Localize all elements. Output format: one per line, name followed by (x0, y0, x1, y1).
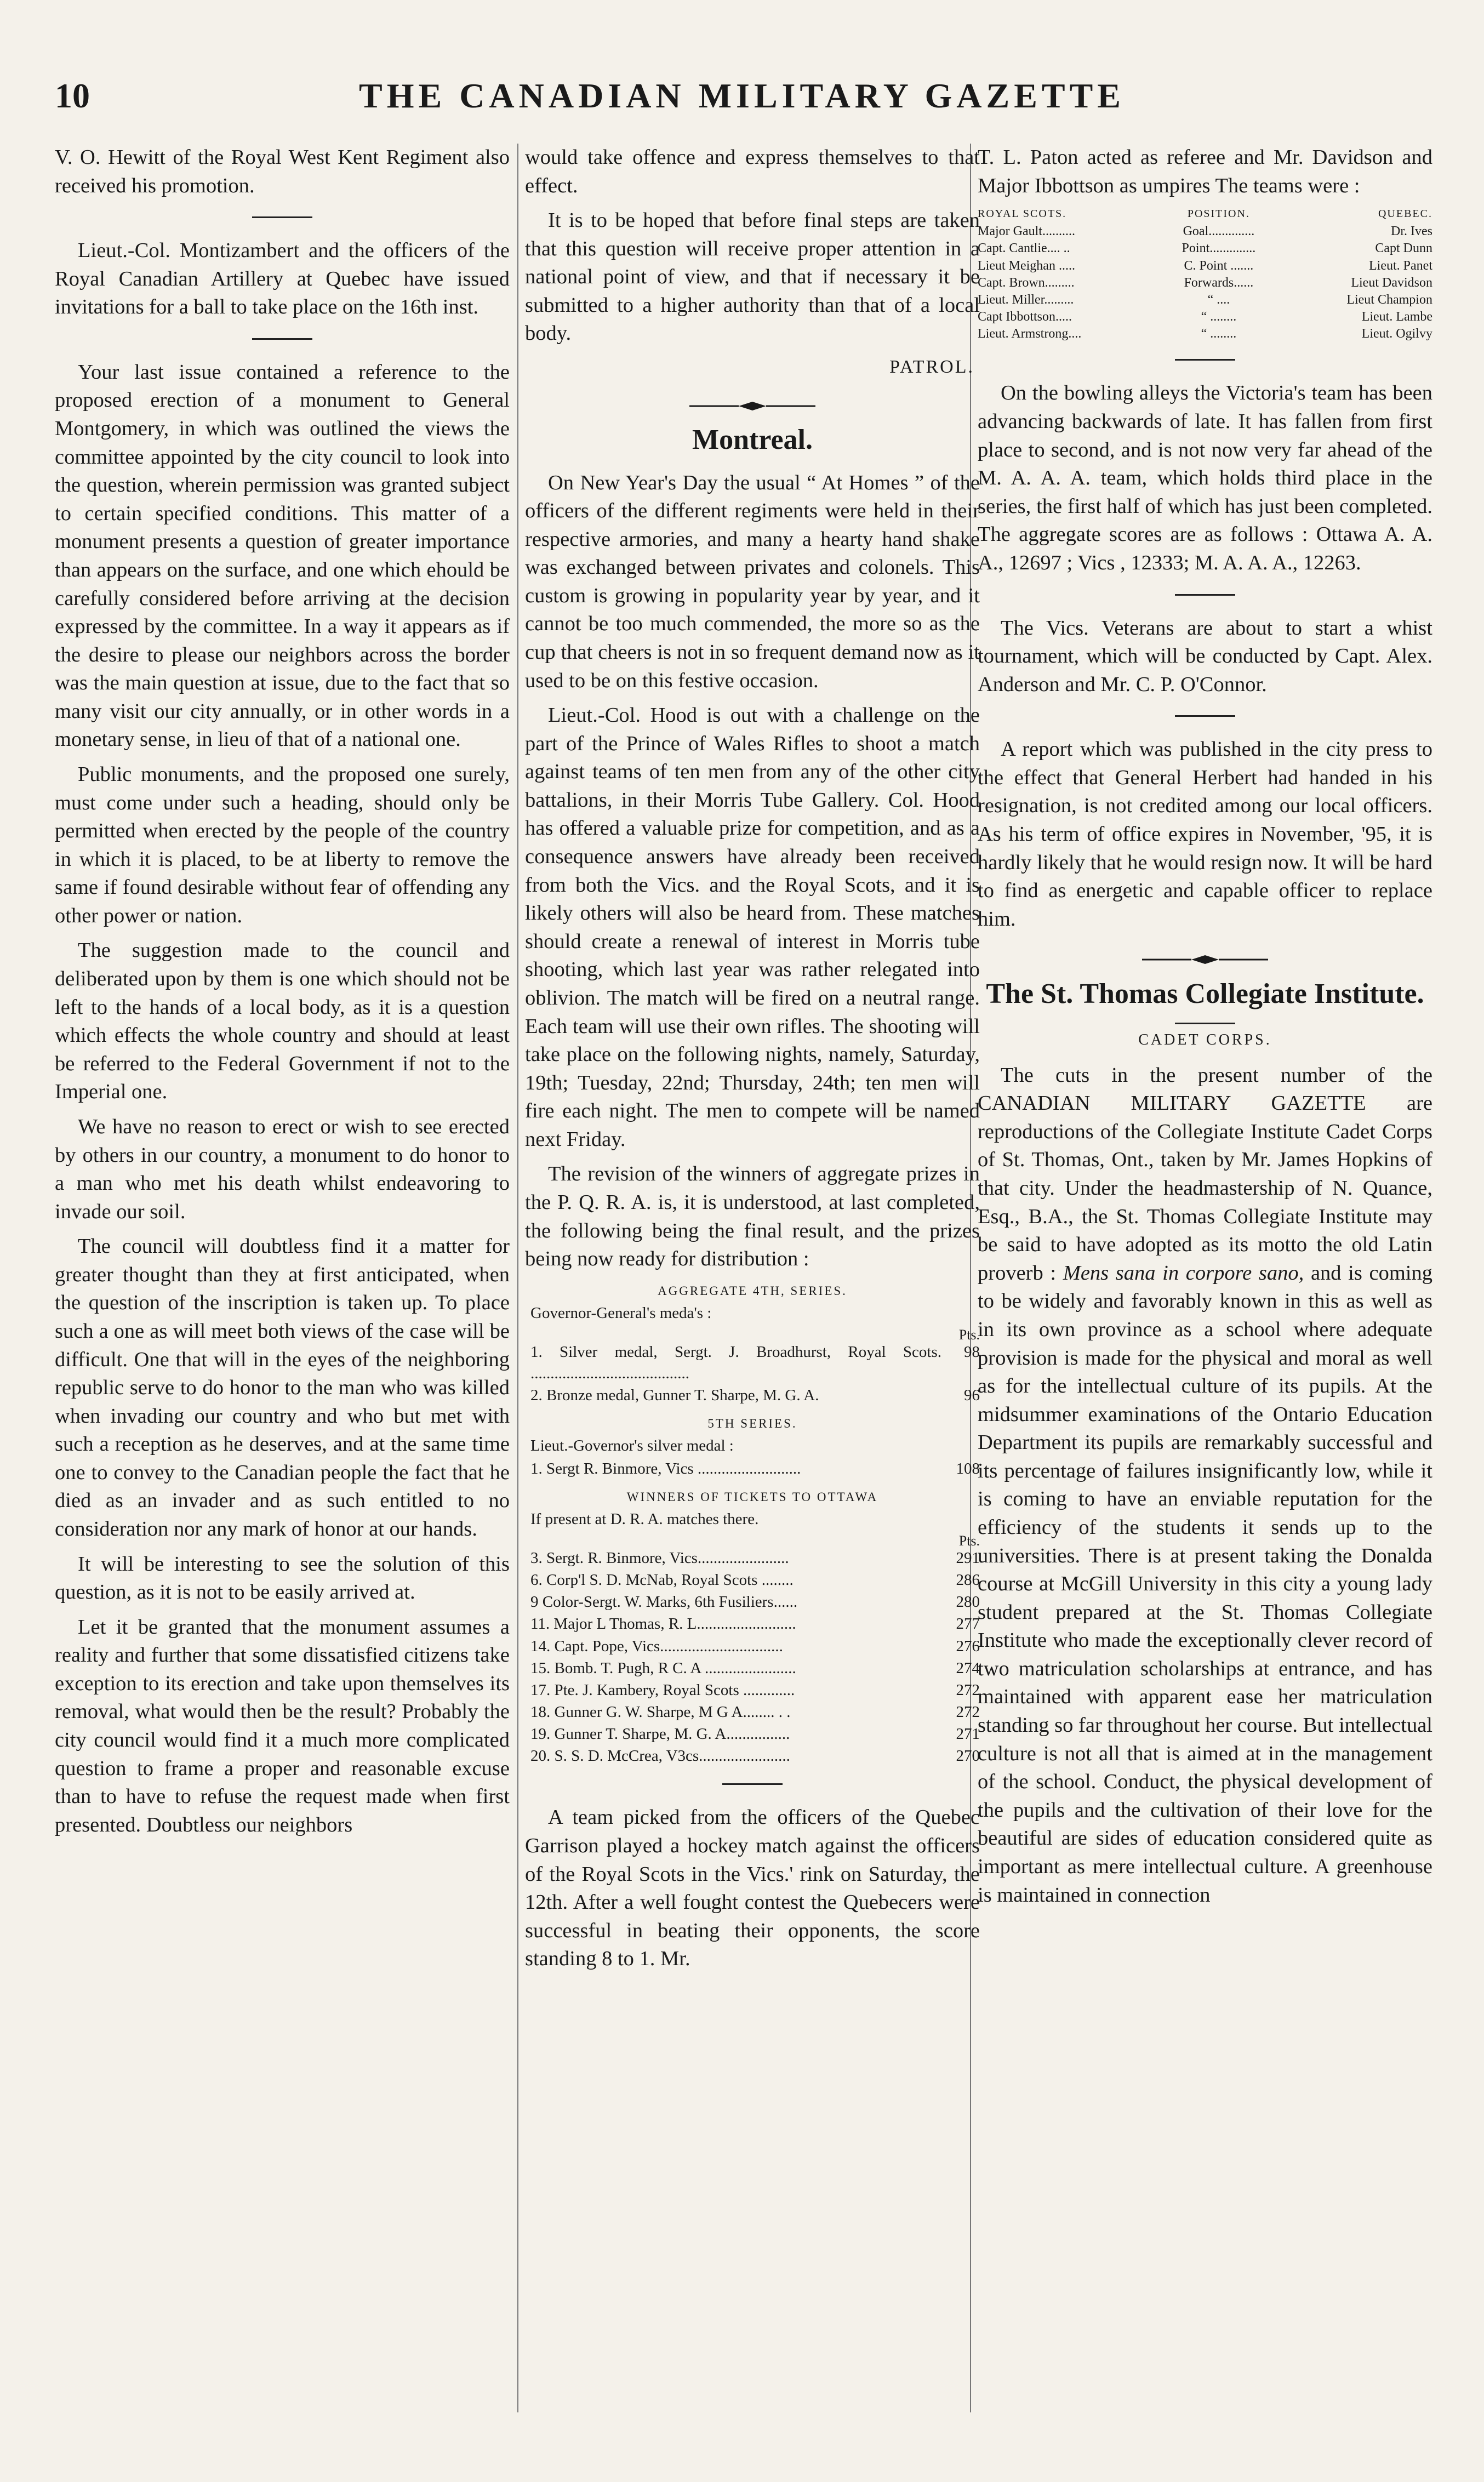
prize-name: 6. Corp'l S. D. McNab, Royal Scots ........ (530, 1571, 794, 1589)
table-cell: Lieut Meighan ..... (978, 258, 1075, 273)
prize-score: 98 (964, 1343, 980, 1361)
ornament-divider (525, 392, 980, 420)
paragraph: A report which was published in the city press to the effect that General Herbert had handed in his resignation, is not credited among our local officers. As his term of office expires in November, '95, it is hardly likely that he would resign now. It will be hard to find as energetic and capable officer to replace him. (978, 738, 1432, 931)
table-cell: “ ........ (1201, 327, 1237, 341)
column-divider (517, 144, 518, 2412)
points-header: Pts. (958, 1326, 980, 1343)
prize-row (525, 1458, 980, 1480)
table-cell: Capt. Brown......... (978, 275, 1075, 290)
prize-score: 108 (956, 1459, 980, 1477)
section-heading-st-thomas: The St. Thomas Collegiate Institute. (986, 978, 1424, 1009)
table-row (978, 223, 1432, 240)
prize-heading: AGGREGATE 4TH, SERIES. (658, 1283, 847, 1298)
table-cell: Dr. Ives (1391, 224, 1432, 239)
prize-score: 96 (964, 1387, 980, 1405)
table-row (978, 292, 1432, 309)
paragraph: The Vics. Veterans are about to start a whist tournament, which will be conducted by Capt. Alex. Anderson and Mr. C. P. O'Connor. (978, 616, 1432, 696)
table-cell: Forwards...... (1184, 275, 1254, 290)
separator-rule (1175, 715, 1235, 717)
prize-name: 9 Color-Sergt. W. Marks, 6th Fusiliers...... (530, 1593, 798, 1611)
table-cell: “ ........ (1201, 310, 1237, 324)
signature: PATROL. (889, 357, 974, 378)
subheading: CADET CORPS. (1138, 1031, 1272, 1049)
prize-list (525, 1282, 980, 1767)
prize-score: 277 (956, 1615, 980, 1633)
prize-row (525, 1385, 980, 1406)
prize-row (525, 1548, 980, 1569)
prize-row (525, 1702, 980, 1723)
prize-row (525, 1745, 980, 1767)
table-row (978, 258, 1432, 275)
ornament-divider (978, 945, 1432, 974)
prize-name: 18. Gunner G. W. Sharpe, M G A........ . . (530, 1703, 791, 1721)
paragraph: T. L. Paton acted as referee and Mr. Davidson and Major Ibbottson as umpires The teams were : (978, 146, 1432, 197)
paragraph-text: The cuts in the present number of the CANADIAN MILITARY GAZETTE are reproductions of the Collegiate Institute Cadet Corps of St. Thomas, Ont., taken by Mr. James Hopkins of that city. Under the headmastership of N. Quance, Esq., B.A., the St. Thomas Collegiate Institute may be said to have adopted as its motto the old Latin proverb : (978, 1063, 1432, 1285)
prize-row (525, 1680, 980, 1701)
prize-score: 271 (956, 1725, 980, 1743)
paragraph: The council will doubtless find it a matter for greater thought than they at first anticipated, when the question of the inscription is taken up. To place such a one as will meet both views of the case will be difficult. One that will in the eyes of the neighboring republic serve to do honor to the man who was killed when invading our country and who but met with such a reception as he deserves, and at the same time one to convey to the Canadian people the fact that he died as an invader and as such entitled to no consideration nor any mark of honor at our hands. (55, 1235, 510, 1541)
paragraph: Let it be granted that the monument assumes a reality and further that some dissatisfied citizens take exception to its erection and take upon themselves its removal, what would then be the result? Probably the city council would find it a much more complicated question to frame a proper and reasonable excuse than to have to refuse the request made when first presented. Doubtless our neighbors (55, 1615, 510, 1836)
paragraph: Your last issue contained a reference to the proposed erection of a monument to General Montgomery, in which was outlined the views the committee appointed by the city council to look into the question, wherein permission was granted subject to certain specified conditions. This matter of a monument presents a question of greater importance than appears on the surface, and one which ehould be carefully considered before arriving at the decision expressed by the committee. In a way it appears as if the desire to please our neighbors across the border was the main question at issue, due to the fact that so many visit our city annually, or in other words in a monetary sense, in lieu of that of a national one. (55, 360, 510, 751)
prize-row (525, 1342, 980, 1384)
paragraph: A team picked from the officers of the Quebec Garrison played a hockey match against the officers of the Royal Scots in the Vics.' rink on Saturday, the 12th. After a well fought contest the Quebecers were successful in beating their opponents, the score standing 8 to 1. Mr. (525, 1806, 980, 1971)
column-header: QUEBEC. (1378, 208, 1432, 220)
prize-row (525, 1636, 980, 1657)
paragraph: It is to be hoped that before final steps are taken that this question will receive proper attention in a national point of view, and that if necessary it be submitted to a higher authority than that of a local body. (525, 209, 980, 345)
paragraph: V. O. Hewitt of the Royal West Kent Regiment also received his promotion. (55, 146, 510, 197)
table-cell: Point.............. (1182, 241, 1256, 256)
table-cell: Major Gault.......... (978, 224, 1075, 239)
prize-row (525, 1724, 980, 1745)
paragraph-text: and is coming to be widely and favorably known in this as well as in its own province as a school where adequate provision is made for the physical and moral as well as for the intellectual culture of its pupils. At the midsummer examinations of the Ontario Education Department its pupils are remarkably successful and its percentage of failures insignificantly low, while it is coming to have an enviable reputation for the efficiency of the students it sends up to the universities. There is at present taking the Donalda course at McGill University in this city a young lady student prepared at the St. Thomas Collegiate Institute who made the exceptionally clever record of two matriculation scholarships at entrance, and has maintained with apparent ease her matriculation standing so far throughout her course. But intellectual culture is not all that is aimed at in the management of the school. Conduct, the physical development of the pupils and the cultivation of their love for the beautiful are sides of education considered quite as important as mere intellectual culture. A greenhouse is maintained in connection (978, 1261, 1432, 1907)
separator-rule (1175, 594, 1235, 596)
table-cell: Capt Dunn (1375, 241, 1432, 256)
page-header (55, 66, 1429, 126)
prize-score: 276 (956, 1637, 980, 1655)
column-3 (978, 144, 1432, 2429)
column-2 (525, 144, 980, 2429)
prize-name: 2. Bronze medal, Gunner T. Sharpe, M. G. A. (530, 1387, 819, 1405)
table-cell: Lieut. Panet (1369, 258, 1432, 273)
prize-label: Lieut.-Governor's silver medal : (530, 1437, 734, 1455)
column-1 (55, 144, 510, 2429)
masthead: THE CANADIAN MILITARY GAZETTE (359, 76, 1125, 115)
prize-score: 272 (956, 1681, 980, 1699)
prize-name: 20. S. S. D. McCrea, V3cs....................... (530, 1747, 790, 1765)
table-cell: Lieut. Miller......... (978, 292, 1074, 307)
paragraph: On New Year's Day the usual “ At Homes ” of the officers of the different regiments were held in their respective armories, and many a hearty hand shake was exchanged between privates and colonels. This custom is growing in popularity year by year, and it cannot be too much commended, the more so as the cup that cheers is not in so frequent demand now as it used to be on this festive occasion. (525, 471, 980, 692)
prize-score: 272 (956, 1703, 980, 1721)
table-row (978, 275, 1432, 292)
table-row (978, 240, 1432, 257)
prize-name: 17. Pte. J. Kambery, Royal Scots ............. (530, 1681, 795, 1699)
separator-rule (252, 216, 312, 218)
team-lineup-table (978, 207, 1432, 343)
prize-name: 19. Gunner T. Sharpe, M. G. A................ (530, 1725, 790, 1743)
table-cell: Lieut. Lambe (1361, 310, 1432, 324)
table-cell: C. Point ....... (1184, 258, 1254, 273)
prize-name: 3. Sergt. R. Binmore, Vics....................... (530, 1549, 789, 1567)
separator-rule (1175, 1023, 1235, 1024)
prize-heading: WINNERS OF TICKETS TO OTTAWA (626, 1490, 878, 1504)
prize-row (525, 1658, 980, 1679)
prize-row (525, 1613, 980, 1635)
table-cell: Lieut. Ogilvy (1361, 327, 1432, 341)
separator-rule (252, 338, 312, 340)
prize-score: 280 (956, 1593, 980, 1611)
prize-score: 286 (956, 1571, 980, 1589)
prize-label: Governor-General's meda's : (530, 1304, 712, 1322)
paragraph: We have no reason to erect or wish to see erected by others in our country, a monument to do honor to a man who met his death whilst endeavoring to invade our soil. (55, 1115, 510, 1223)
points-header: Pts. (958, 1532, 980, 1549)
section-heading-montreal: Montreal. (692, 424, 813, 456)
table-row (978, 309, 1432, 326)
prize-score: 274 (956, 1659, 980, 1677)
separator-rule (722, 1783, 783, 1785)
table-cell: Capt. Cantlie.... .. (978, 241, 1070, 256)
prize-name: 1. Sergt R. Binmore, Vics .......................... (530, 1459, 801, 1477)
prize-score: 291 (956, 1549, 980, 1567)
table-row (978, 326, 1432, 343)
table-cell: Goal.............. (1183, 224, 1255, 239)
prize-name: 1. Silver medal, Sergt. J. Broadhurst, Royal Scots. ........................................ (530, 1343, 941, 1383)
column-header: ROYAL SCOTS. (978, 208, 1067, 220)
prize-row (525, 1570, 980, 1591)
paragraph (978, 1062, 1432, 1909)
table-cell: Lieut Champion (1346, 292, 1432, 307)
paragraph: The revision of the winners of aggregate prizes in the P. Q. R. A. is, it is understood, at last completed, the following being the final result, and the prizes being now ready for distribution : (525, 1162, 980, 1271)
table-header-row (978, 207, 1432, 221)
paragraph: Public monuments, and the proposed one surely, must come under such a heading, should only be permitted when erected by the people of the country in which it is placed, to be at liberty to remove the same if found desirable without fear of offending any other power or nation. (55, 762, 510, 927)
paragraph: On the bowling alleys the Victoria's team has been advancing backwards of late. It has fallen from first place to second, and is not now very far ahead of the M. A. A. A. team, which holds third place in the series, the first half of which has just been completed. The aggregate scores are as follows : Ottawa A. A. A., 12697 ; Vics , 12333; M. A. A. A., 12263. (978, 381, 1432, 574)
prize-score: 270 (956, 1747, 980, 1765)
prize-label: If present at D. R. A. matches there. (530, 1510, 759, 1528)
paragraph: The suggestion made to the council and deliberated upon by them is one which should not be left to the hands of a local body, as it is a question which effects the whole country and should at least be referred to the Federal Government if not to the Imperial one. (55, 939, 510, 1104)
prize-heading: 5TH SERIES. (707, 1417, 797, 1431)
table-cell: Lieut. Armstrong.... (978, 327, 1082, 341)
prize-name: 15. Bomb. T. Pugh, R C. A ....................... (530, 1659, 796, 1677)
table-cell: Capt Ibbottson..... (978, 310, 1072, 324)
paragraph: Lieut.-Col. Montizambert and the officers of the Royal Canadian Artillery at Quebec have issued invitations for a ball to take place on the 16th inst. (55, 239, 510, 319)
prize-name: 11. Major L Thomas, R. L......................... (530, 1615, 796, 1633)
page-number: 10 (55, 76, 90, 115)
paragraph: would take offence and express themselves to that effect. (525, 146, 980, 197)
paragraph: Lieut.-Col. Hood is out with a challenge on the part of the Prince of Wales Rifles to shoot a match against teams of ten men from any of the other city battalions, in their Morris Tube Gallery. Col. Hood has offered a valuable prize for competition, and as a consequence answers have already been received from both the Vics. and the Royal Scots, and it is likely others will also be heard from. These matches should create a renewal of interest in Morris tube shooting, which last year was rather relegated into oblivion. The match will be fired on a neutral range. Each team will use their own rifles. The shooting will take place on the following nights, namely, Saturday, 19th; Tuesday, 22nd; Thursday, 24th; ten men will fire each night. The men to compete will be named next Friday. (525, 704, 980, 1151)
prize-row (525, 1591, 980, 1613)
prize-name: 14. Capt. Pope, Vics............................... (530, 1637, 783, 1655)
column-header: POSITION. (1187, 208, 1250, 220)
latin-motto: Mens sana in corpore sano, (1063, 1261, 1304, 1285)
table-cell: “ .... (1207, 292, 1230, 307)
table-cell: Lieut Davidson (1351, 275, 1432, 290)
paragraph: It will be interesting to see the solution of this question, as it is not to be easily arrived at. (55, 1552, 510, 1604)
separator-rule (1175, 359, 1235, 361)
